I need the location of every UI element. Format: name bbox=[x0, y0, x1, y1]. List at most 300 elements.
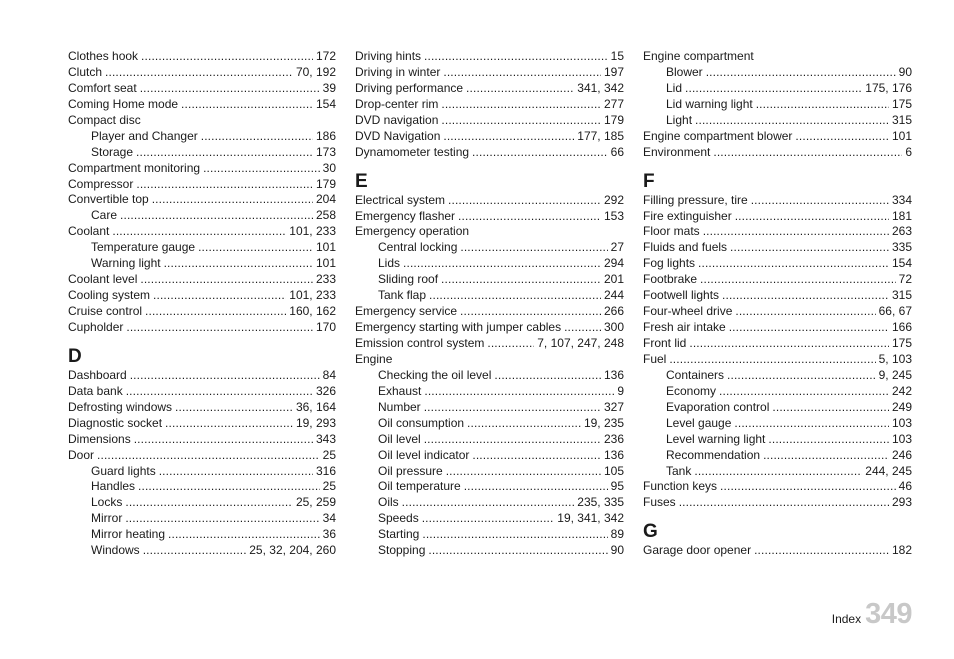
index-entry bbox=[643, 129, 912, 145]
dot-leader bbox=[751, 193, 889, 209]
entry-pages: 263 bbox=[891, 224, 912, 239]
dot-leader bbox=[719, 384, 889, 400]
entry-term: Handles bbox=[91, 479, 136, 494]
index-subentry bbox=[643, 384, 912, 400]
dot-leader bbox=[429, 288, 601, 304]
dot-leader bbox=[402, 495, 575, 511]
entry-term: Dynamometer testing bbox=[355, 144, 470, 159]
entry-pages: 89 bbox=[610, 527, 624, 542]
entry-pages: 334 bbox=[891, 192, 912, 207]
index-entry bbox=[643, 240, 912, 256]
dot-leader bbox=[441, 97, 601, 113]
entry-term: Recommendation bbox=[666, 447, 761, 462]
entry-term: Footbrake bbox=[643, 272, 698, 287]
index-subentry bbox=[643, 432, 912, 448]
dot-leader bbox=[428, 543, 607, 559]
index-entry bbox=[68, 288, 336, 304]
entry-pages: 166 bbox=[891, 320, 912, 335]
entry-pages: 175 bbox=[891, 96, 912, 111]
dot-leader bbox=[467, 416, 581, 432]
entry-pages: 105 bbox=[603, 463, 624, 478]
dot-leader bbox=[403, 256, 601, 272]
entry-pages: 19, 341, 342 bbox=[557, 511, 624, 526]
entry-pages: 154 bbox=[315, 96, 336, 111]
index-subentry bbox=[643, 448, 912, 464]
index-subentry bbox=[355, 416, 624, 432]
entry-term: Level warning light bbox=[666, 431, 766, 446]
dot-leader bbox=[153, 288, 286, 304]
entry-pages: 341, 342 bbox=[577, 80, 624, 95]
entry-pages: 101 bbox=[891, 128, 912, 143]
entry-term: Compartment monitoring bbox=[68, 160, 201, 175]
entry-pages: 9, 245 bbox=[878, 367, 912, 382]
entry-term: Driving hints bbox=[355, 49, 422, 63]
entry-term: Clothes hook bbox=[68, 49, 139, 63]
entry-term: Engine compartment blower bbox=[643, 128, 793, 143]
entry-pages: 179 bbox=[603, 112, 624, 127]
index-subentry bbox=[643, 464, 912, 480]
entry-pages: 66 bbox=[610, 144, 624, 159]
index-subentry bbox=[355, 527, 624, 543]
dot-leader bbox=[136, 145, 313, 161]
entry-pages: 15 bbox=[610, 49, 624, 63]
dot-leader bbox=[448, 193, 601, 209]
entry-pages: 25, 32, 204, 260 bbox=[249, 543, 336, 558]
entry-term: Front lid bbox=[643, 336, 687, 350]
dot-leader bbox=[727, 368, 876, 384]
entry-pages: 343 bbox=[315, 431, 336, 446]
index-subentry bbox=[643, 113, 912, 129]
index-entry bbox=[355, 49, 624, 65]
entry-term: Emergency service bbox=[355, 304, 458, 319]
entry-pages: 258 bbox=[315, 208, 336, 223]
entry-pages: 66, 67 bbox=[878, 304, 912, 319]
entry-term: Compact disc bbox=[68, 112, 141, 127]
dot-leader bbox=[198, 240, 313, 256]
entry-pages: 25 bbox=[322, 447, 336, 462]
index-subentry bbox=[68, 256, 336, 272]
index-entry bbox=[643, 304, 912, 320]
entry-pages: 7, 107, 247, 248 bbox=[537, 336, 624, 350]
dot-leader bbox=[105, 65, 293, 81]
index-entry bbox=[68, 224, 336, 240]
entry-term: DVD navigation bbox=[355, 112, 439, 127]
index-entry bbox=[643, 320, 912, 336]
entry-term: Temperature gauge bbox=[91, 240, 196, 255]
entry-term: Convertible top bbox=[68, 192, 149, 207]
entry-term: Footwell lights bbox=[643, 288, 720, 303]
index-entry bbox=[643, 49, 912, 65]
entry-pages: 335 bbox=[891, 240, 912, 255]
entry-term: Dashboard bbox=[68, 367, 127, 382]
index-entry bbox=[68, 65, 336, 81]
entry-term: Cruise control bbox=[68, 304, 143, 318]
dot-leader bbox=[175, 400, 293, 416]
index-subentry bbox=[68, 543, 336, 559]
index-entry bbox=[68, 97, 336, 113]
dot-leader bbox=[125, 511, 319, 527]
entry-pages: 36, 164 bbox=[295, 399, 336, 414]
entry-pages: 236 bbox=[603, 431, 624, 446]
index-entry bbox=[355, 97, 624, 113]
dot-leader bbox=[201, 129, 313, 145]
dot-leader bbox=[487, 336, 534, 352]
dot-leader bbox=[564, 320, 601, 336]
entry-term: Coolant level bbox=[68, 272, 138, 287]
entry-term: Cupholder bbox=[68, 319, 124, 334]
entry-pages: 19, 293 bbox=[295, 415, 336, 430]
entry-pages: 170 bbox=[315, 319, 336, 334]
entry-term: Warning light bbox=[91, 256, 161, 271]
index-subentry bbox=[355, 256, 624, 272]
entry-term: Exhaust bbox=[378, 383, 422, 398]
entry-pages: 181 bbox=[891, 208, 912, 223]
entry-term: Fresh air intake bbox=[643, 320, 726, 335]
dot-leader bbox=[164, 256, 313, 272]
dot-leader bbox=[735, 304, 875, 320]
index-subentry bbox=[355, 464, 624, 480]
dot-leader bbox=[136, 177, 313, 193]
index-entry bbox=[355, 320, 624, 336]
entry-pages: 103 bbox=[891, 415, 912, 430]
dot-leader bbox=[181, 97, 313, 113]
entry-term: Oil consumption bbox=[378, 415, 465, 430]
index-subentry bbox=[68, 129, 336, 145]
index-entry bbox=[68, 320, 336, 336]
section-letter: G bbox=[643, 521, 658, 543]
entry-term: Floor mats bbox=[643, 224, 700, 239]
dot-leader bbox=[472, 145, 608, 161]
entry-term: Evaporation control bbox=[666, 399, 770, 414]
index-subentry bbox=[355, 511, 624, 527]
entry-pages: 197 bbox=[603, 64, 624, 79]
dot-leader bbox=[443, 129, 574, 145]
dot-leader bbox=[685, 81, 862, 97]
dot-leader bbox=[722, 288, 889, 304]
entry-term: Light bbox=[666, 112, 693, 127]
entry-term: Player and Changer bbox=[91, 128, 198, 143]
index-entry bbox=[355, 352, 624, 368]
dot-leader bbox=[694, 464, 862, 480]
index-entry bbox=[643, 543, 912, 559]
dot-leader bbox=[446, 464, 601, 480]
entry-pages: 136 bbox=[603, 447, 624, 462]
entry-term: Clutch bbox=[68, 64, 103, 79]
entry-pages: 25 bbox=[322, 479, 336, 494]
entry-pages: 27 bbox=[610, 240, 624, 255]
dot-leader bbox=[730, 240, 889, 256]
entry-pages: 136 bbox=[603, 367, 624, 382]
dot-leader bbox=[443, 65, 601, 81]
index-subentry bbox=[643, 65, 912, 81]
dot-leader bbox=[134, 432, 313, 448]
index-entry bbox=[643, 352, 912, 368]
dot-leader bbox=[464, 479, 608, 495]
entry-pages: 315 bbox=[891, 112, 912, 127]
index-entry bbox=[68, 448, 336, 464]
entry-term: Fuel bbox=[643, 351, 667, 366]
index-column-1 bbox=[68, 49, 336, 559]
dot-leader bbox=[422, 511, 555, 527]
index-entry bbox=[355, 65, 624, 81]
entry-pages: 266 bbox=[603, 304, 624, 319]
entry-term: Oil temperature bbox=[378, 479, 461, 494]
dot-leader bbox=[424, 49, 608, 65]
entry-term: Door bbox=[68, 447, 95, 462]
index-entry bbox=[643, 495, 912, 511]
dot-leader bbox=[735, 209, 889, 225]
entry-pages: 101 bbox=[315, 240, 336, 255]
index-entry bbox=[68, 304, 336, 320]
entry-term: Central locking bbox=[378, 240, 458, 255]
index-entry bbox=[643, 336, 912, 352]
entry-term: Lid warning light bbox=[666, 96, 753, 111]
entry-term: Guard lights bbox=[91, 463, 156, 478]
index-entry bbox=[68, 81, 336, 97]
entry-term: Diagnostic socket bbox=[68, 415, 163, 430]
entry-term: Mirror heating bbox=[91, 527, 166, 542]
footer-section-label: Index bbox=[831, 612, 862, 626]
index-entry bbox=[643, 256, 912, 272]
entry-term: Function keys bbox=[643, 479, 718, 494]
index-entry bbox=[355, 336, 624, 352]
dot-leader bbox=[795, 129, 889, 145]
entry-pages: 19, 235 bbox=[583, 415, 624, 430]
section-letter: D bbox=[68, 345, 82, 367]
entry-pages: 293 bbox=[891, 495, 912, 510]
dot-leader bbox=[424, 400, 601, 416]
entry-pages: 72 bbox=[898, 272, 912, 287]
dot-leader bbox=[756, 97, 889, 113]
index-entry bbox=[355, 145, 624, 161]
entry-pages: 95 bbox=[610, 479, 624, 494]
entry-term: Sliding roof bbox=[378, 272, 439, 287]
entry-pages: 153 bbox=[603, 208, 624, 223]
dot-leader bbox=[460, 240, 607, 256]
entry-pages: 154 bbox=[891, 256, 912, 271]
entry-pages: 244 bbox=[603, 288, 624, 303]
entry-term: Dimensions bbox=[68, 431, 131, 446]
index-subentry bbox=[355, 495, 624, 511]
dot-leader bbox=[720, 479, 896, 495]
entry-pages: 46 bbox=[898, 479, 912, 494]
index-entry bbox=[643, 193, 912, 209]
entry-pages: 90 bbox=[610, 543, 624, 558]
entry-term: Data bank bbox=[68, 383, 123, 398]
entry-pages: 101, 233 bbox=[289, 224, 336, 239]
index-subentry bbox=[643, 97, 912, 113]
entry-term: Cooling system bbox=[68, 288, 151, 303]
entry-pages: 182 bbox=[891, 543, 912, 558]
entry-pages: 39 bbox=[322, 80, 336, 95]
entry-pages: 244, 245 bbox=[865, 463, 912, 478]
index-subentry bbox=[643, 368, 912, 384]
index-subentry bbox=[68, 145, 336, 161]
dot-leader bbox=[140, 272, 313, 288]
entry-pages: 84 bbox=[322, 367, 336, 382]
dot-leader bbox=[152, 192, 313, 208]
dot-leader bbox=[120, 208, 313, 224]
dot-leader bbox=[763, 448, 889, 464]
entry-pages: 326 bbox=[315, 383, 336, 398]
entry-term: Defrosting windows bbox=[68, 399, 173, 414]
index-subentry bbox=[68, 464, 336, 480]
dot-leader bbox=[466, 81, 574, 97]
index-subentry bbox=[355, 479, 624, 495]
entry-pages: 292 bbox=[603, 192, 624, 207]
index-entry bbox=[643, 145, 912, 161]
dot-leader bbox=[669, 352, 875, 368]
entry-pages: 327 bbox=[603, 399, 624, 414]
section-letter: E bbox=[355, 170, 368, 192]
entry-pages: 36 bbox=[322, 527, 336, 542]
index-entry bbox=[643, 209, 912, 225]
dot-leader bbox=[141, 49, 313, 65]
entry-pages: 160, 162 bbox=[289, 304, 336, 318]
page-number: 349 bbox=[865, 598, 912, 630]
dot-leader bbox=[126, 384, 313, 400]
index-subentry bbox=[68, 240, 336, 256]
dot-leader bbox=[112, 224, 286, 240]
index-entry bbox=[355, 81, 624, 97]
entry-term: Windows bbox=[91, 543, 140, 558]
dot-leader bbox=[203, 161, 320, 177]
entry-term: Oil level bbox=[378, 431, 421, 446]
index-subentry bbox=[355, 448, 624, 464]
index-entry bbox=[68, 192, 336, 208]
entry-pages: 173 bbox=[315, 144, 336, 159]
dot-leader bbox=[422, 527, 607, 543]
index-entry bbox=[68, 272, 336, 288]
index-entry bbox=[68, 113, 336, 129]
dot-leader bbox=[424, 432, 601, 448]
dot-leader bbox=[679, 495, 889, 511]
dot-leader bbox=[729, 320, 889, 336]
entry-term: Storage bbox=[91, 144, 134, 159]
entry-term: Containers bbox=[666, 367, 725, 382]
entry-term: Stopping bbox=[378, 543, 426, 558]
index-entry bbox=[68, 432, 336, 448]
entry-pages: 179 bbox=[315, 176, 336, 191]
entry-pages: 186 bbox=[315, 128, 336, 143]
dot-leader bbox=[768, 432, 889, 448]
dot-leader bbox=[97, 448, 320, 464]
dot-leader bbox=[734, 416, 889, 432]
entry-term: Checking the oil level bbox=[378, 367, 492, 382]
entry-term: Coming Home mode bbox=[68, 96, 179, 111]
entry-term: Oil level indicator bbox=[378, 447, 470, 462]
dot-leader bbox=[145, 304, 286, 320]
entry-pages: 25, 259 bbox=[295, 495, 336, 510]
entry-pages: 6 bbox=[905, 144, 912, 159]
entry-pages: 103 bbox=[891, 431, 912, 446]
entry-pages: 5, 103 bbox=[878, 351, 912, 366]
index-subentry bbox=[355, 288, 624, 304]
entry-term: Fluids and fuels bbox=[643, 240, 728, 255]
dot-leader bbox=[494, 368, 601, 384]
entry-pages: 235, 335 bbox=[577, 495, 624, 510]
entry-term: Garage door opener bbox=[643, 543, 752, 558]
index-subentry bbox=[355, 272, 624, 288]
index-subentry bbox=[355, 368, 624, 384]
index-entry bbox=[643, 288, 912, 304]
index-entry bbox=[68, 416, 336, 432]
entry-term: Level gauge bbox=[666, 415, 732, 430]
index-subentry bbox=[643, 81, 912, 97]
entry-term: Oils bbox=[378, 495, 399, 510]
section-letter: F bbox=[643, 170, 655, 192]
entry-pages: 315 bbox=[891, 288, 912, 303]
index-subentry bbox=[68, 511, 336, 527]
index-subentry bbox=[68, 208, 336, 224]
entry-pages: 242 bbox=[891, 383, 912, 398]
entry-pages: 249 bbox=[891, 399, 912, 414]
dot-leader bbox=[706, 65, 896, 81]
dot-leader bbox=[713, 145, 902, 161]
entry-term: Engine bbox=[355, 351, 393, 366]
index-entry bbox=[355, 193, 624, 209]
dot-leader bbox=[754, 543, 889, 559]
dot-leader bbox=[458, 209, 601, 225]
dot-leader bbox=[695, 113, 889, 129]
entry-term: Driving in winter bbox=[355, 64, 441, 79]
index-column-3 bbox=[643, 49, 912, 559]
entry-term: Filling pressure, tire bbox=[643, 192, 748, 207]
entry-term: Drop-center rim bbox=[355, 96, 439, 111]
entry-pages: 90 bbox=[898, 64, 912, 79]
entry-term: Locks bbox=[91, 495, 123, 510]
index-entry bbox=[68, 384, 336, 400]
entry-pages: 233 bbox=[315, 272, 336, 287]
entry-term: Emission control system bbox=[355, 336, 485, 350]
index-subentry bbox=[68, 479, 336, 495]
entry-term: Emergency operation bbox=[355, 224, 470, 239]
dot-leader bbox=[772, 400, 889, 416]
entry-term: Compressor bbox=[68, 176, 134, 191]
entry-pages: 101, 233 bbox=[289, 288, 336, 303]
page-footer bbox=[832, 598, 912, 631]
entry-pages: 294 bbox=[603, 256, 624, 271]
index-entry bbox=[68, 177, 336, 193]
entry-term: Engine compartment bbox=[643, 49, 754, 63]
dot-leader bbox=[703, 224, 889, 240]
entry-term: Fuses bbox=[643, 495, 676, 510]
dot-leader bbox=[143, 543, 247, 559]
entry-term: Emergency flasher bbox=[355, 208, 456, 223]
entry-pages: 246 bbox=[891, 447, 912, 462]
entry-term: Tank bbox=[666, 463, 692, 478]
entry-term: Mirror bbox=[91, 511, 123, 526]
dot-leader bbox=[424, 384, 614, 400]
index-entry bbox=[68, 49, 336, 65]
entry-pages: 172 bbox=[315, 49, 336, 63]
index-subentry bbox=[355, 543, 624, 559]
entry-pages: 177, 185 bbox=[577, 128, 624, 143]
index-column-2 bbox=[355, 49, 624, 559]
entry-pages: 316 bbox=[315, 463, 336, 478]
entry-term: Lids bbox=[378, 256, 401, 271]
entry-pages: 175 bbox=[891, 336, 912, 350]
entry-term: Starting bbox=[378, 527, 420, 542]
entry-pages: 277 bbox=[603, 96, 624, 111]
index-subentry bbox=[355, 400, 624, 416]
entry-term: Fog lights bbox=[643, 256, 696, 271]
entry-term: Environment bbox=[643, 144, 711, 159]
entry-term: Blower bbox=[666, 64, 703, 79]
dot-leader bbox=[159, 464, 313, 480]
index-entry bbox=[355, 113, 624, 129]
index-subentry bbox=[643, 400, 912, 416]
